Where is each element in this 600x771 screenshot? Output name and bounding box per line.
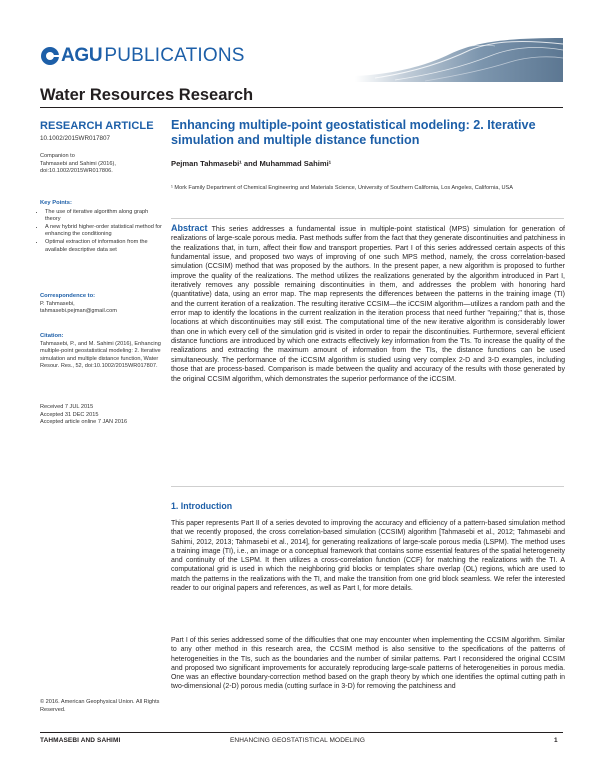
copyright-notice: © 2016. American Geophysical Union. All Rights Reserved. [40,699,160,713]
agu-publications-logo [40,44,245,68]
ocean-wave-banner [355,36,563,82]
correspondence-email[interactable]: tahmasebi.pejman@gmail.com [40,308,117,315]
key-points-block [40,200,162,254]
article-doi[interactable]: 10.1002/2015WR017807 [40,135,111,142]
abstract-body: This series addresses a fundamental issue in multiple-point statistical (MPS) simulation for generation of realizations of large-scale porous media. Past methods suffer from the fact that they generate discontinuities and patchiness in the realizations that, in turn, affect their flow and transport properties. Part I of this series addressed certain aspects of this fundamental issue, and proposed two ways of improving of one such MPS method, namely, the cross correlation-based simulation (CCSIM) method that was proposed by the authors. In the present paper, a new algorithm is proposed to further improve the quality of the realizations. The method utilizes the realizations generated by the algorithm introduced in Part I, iteratively removes any possible remaining discontinuities in them, and addresses the problem with honoring hard (quantitative) data, using an error map. The map represents the differences between the patterns in the training image (TI) and the current iteration of a realization. The resulting iterative CCSIM—the iCCSIM algorithm—utilizes a random path and the error map to identify the locations in the current realization in the iteration process that need further "repairing;" that is, those locations at which discontinuities may still exist. The computational time of the new iterative algorithm is considerably lower than one in which every cell of the simulation grid is visited in order to repair the discontinuities. Furthermore, several efficient distance functions are introduced by which one extracts effectively key information from the TIs. To increase the quality of the realizations and extracting the maximum amount of information from the TIs, the distance functions can be used simultaneously. The performance of the iCCSIM algorithm is studied using very complex 2-D and 3-D examples, including those that are process-based. Comparison is made between the quality and accuracy of the results with those generated by the original CCSIM algorithm, which demonstrates the superior performance of the iCCSIM. [171,226,565,383]
logo-publications-text: PUBLICATIONS [104,45,245,66]
key-points-list [40,209,162,255]
article-type: RESEARCH ARTICLE [40,120,154,132]
key-point-item: • Optimal extraction of information from the available descriptive data set [45,239,162,254]
article-authors: Pejman Tahmasebi¹ and Muhammad Sahimi¹ [171,159,332,168]
agu-globe-icon [40,46,60,66]
intro-paragraph-2: Part I of this series addressed some of the difficulties that one may encounter when implementing the CCSIM algorithm. Similar to any other method in this research area, the CCSIM method is also sensitive to the specifications of the patterns of heterogeneities in the TIs, such as the boundaries and the number of similar patterns. Part I reconsidered the original CCSIM and proposed two significant improvements for accurately reproducing large-scale patterns of heterogeneities in porous media. One was an effective boundary-correction method based on the graph theory by which one identifies the optimal cutting path in two-dimensional (2-D) porous media (cutting surface in 3-D) for removing the patchiness and [171,637,565,691]
header-divider [40,107,563,108]
intro-paragraph-1: This paper represents Part II of a series devoted to improving the accuracy and efficiency of a pattern-based simulation method that we recently proposed, the cross correlation-based simulation (CCSIM) algorithm [Tahmasebi et al., 2012; Tahmasebi and Sahimi, 2012, 2013; Tahmasebi et al., 2014], for generating realizations of large-scale porous media (LSPM). The method uses a training image (TI), i.e., an image or a conceptual framework that contains some essential features of the spatial heterogeneity and continuity of the LSPM. It then utilizes a cross-correlation function (CCF) for matching the realizations with the TI. A computational grid is used in which the neighboring grid blocks or templates share overlap (OL) regions, which are used to match the patterns in the realizations with the TI, and make the transition from one grid block seamless. We refer the interested reader to our original papers and references, as well as Part I, for more details. [171,520,565,593]
abstract [171,224,565,384]
citation-block [40,333,162,371]
companion-label: Companion to [40,153,75,159]
key-point-item: • The use of iterative algorithm along graph theory [45,209,162,224]
key-points-heading: Key Points: [40,200,72,206]
section-heading-introduction: 1. Introduction [171,501,233,511]
correspondence-name: P. Tahmasebi, [40,300,75,307]
citation-text: Tahmasebi, P., and M. Sahimi (2016), Enhancing multiple-point geostatistical modeling: 2. Iterative simulation and multiple distance function, Water Resour. Res., 52, doi:10.1002/2015WR017807. [40,340,161,370]
footer-divider [40,732,563,733]
companion-ref[interactable]: Tahmasebi and Sahimi (2016), doi:10.1002/2015WR017806. [40,160,116,175]
logo-agu-text: AGU [61,45,103,66]
online-date: Accepted article online 7 JAN 2016 [40,419,128,426]
received-date: Received 7 JUL 2015 [40,404,94,410]
abstract-bottom-divider [171,486,564,487]
dates-block [40,404,162,427]
correspondence-block [40,293,162,316]
footer-authors: TAHMASEBI AND SAHIMI [40,737,121,744]
accepted-date: Accepted 31 DEC 2015 [40,411,99,418]
journal-name: Water Resources Research [40,86,254,104]
companion-block [40,153,162,176]
article-title: Enhancing multiple-point geostatistical modeling: 2. Iterative simulation and multiple distance function [171,118,536,147]
key-point-item: • A new hybrid higher-order statistical method for enhancing the conditioning [45,224,162,239]
footer-running-title: ENHANCING GEOSTATISTICAL MODELING [230,737,366,744]
correspondence-heading: Correspondence to: [40,293,96,299]
page-number: 1 [554,737,558,744]
abstract-heading: Abstract [171,223,208,233]
abstract-top-divider [171,218,564,219]
citation-heading: Citation: [40,333,64,339]
author-affiliation: ¹ Mork Family Department of Chemical Engineering and Materials Science, University of Southern California, Los Angeles, California, USA [171,185,513,191]
